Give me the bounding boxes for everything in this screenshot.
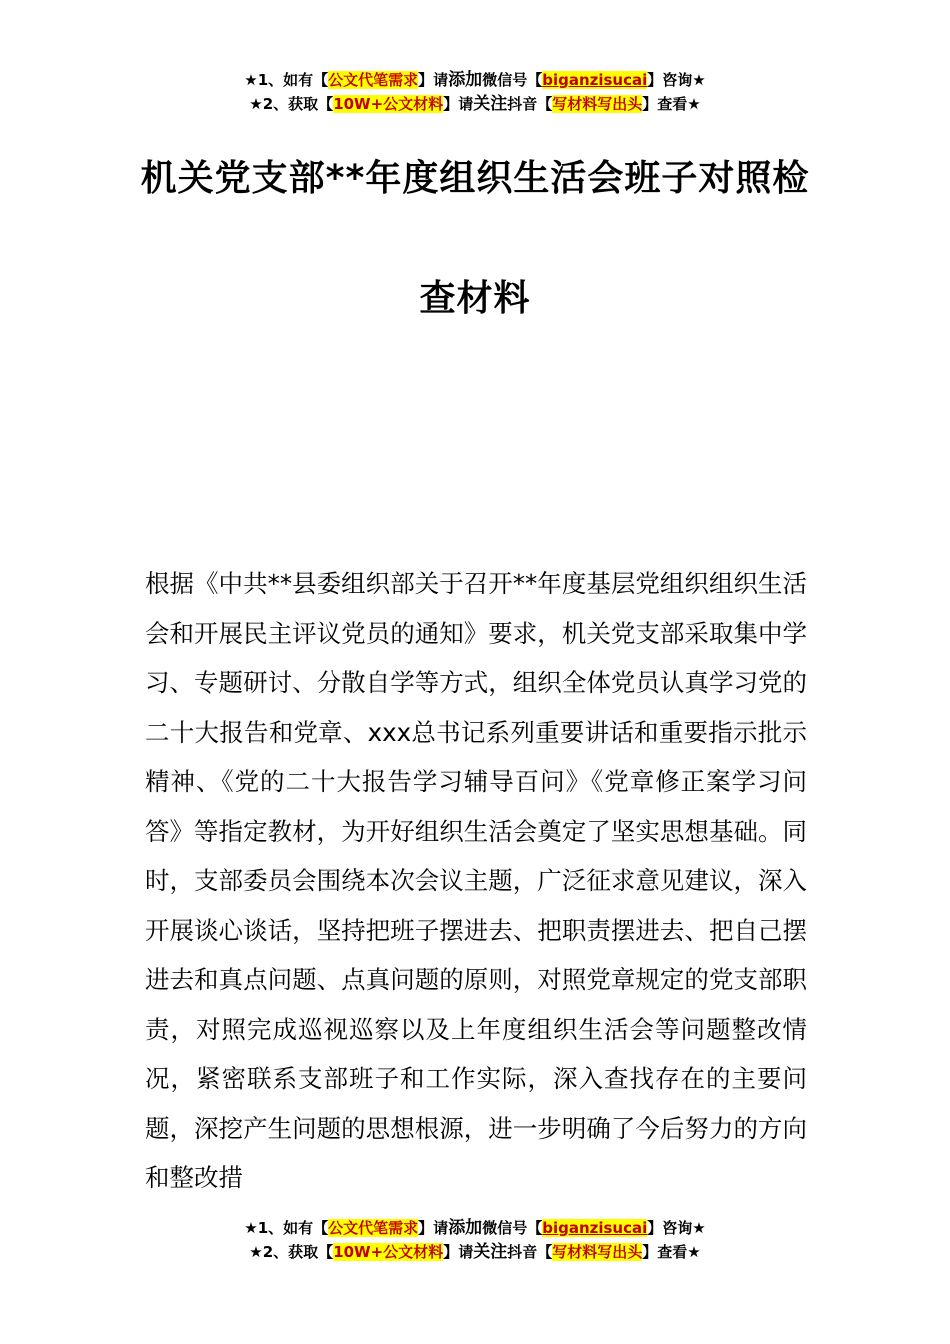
materials-highlight: 10W+公文材料 — [333, 95, 444, 113]
header-banner — [0, 68, 950, 116]
douyin-id: 写材料写出头 — [552, 1243, 643, 1261]
service-highlight: 公文代笔需求 — [328, 71, 419, 89]
wechat-id: biganzisucai — [542, 71, 648, 89]
document-title-line-2: 查材料 — [419, 278, 531, 319]
footer-banner — [0, 1216, 950, 1264]
banner-line-2: ★2、获取【10W+公文材料】请关注抖音【写材料写出头】查看★ — [249, 94, 701, 114]
document-title-line-1: 机关党支部**年度组织生活会班子对照检 — [140, 158, 810, 199]
materials-highlight: 10W+公文材料 — [333, 1243, 444, 1261]
wechat-id: biganzisucai — [542, 1219, 648, 1237]
banner-line-2: ★2、获取【10W+公文材料】请关注抖音【写材料写出头】查看★ — [249, 1242, 701, 1262]
banner-line-1: ★1、如有【公文代笔需求】请添加微信号【biganzisucai】咨询★ — [244, 1218, 706, 1238]
douyin-id: 写材料写出头 — [552, 95, 643, 113]
body-paragraph: 根据《中共**县委组织部关于召开**年度基层党组织组织生活会和开展民主评议党员的通知》要求，机关党支部采取集中学习、专题研讨、分散自学等方式，组织全体党员认真学习党的二十大报告和党章、xxx总书记系列重要讲话和重要指示批示精神、《党的二十大报告学习辅导百问》《党章修正案学习问答》等指定教材，为开好组织生活会奠定了坚实思想基础。同时，支部委员会围绕本次会议主题，广泛征求意见建议，深入开展谈心谈话，坚持把班子摆进去、把职责摆进去、把自己摆进去和真点问题、点真问题的原则，对照党章规定的党支部职责，对照完成巡视巡察以及上年度组织生活会等问题整改情况，紧密联系支部班子和工作实际，深入查找存在的主要问题，深挖产生问题的思想根源，进一步明确了今后努力的方向和整改措 — [145, 569, 807, 1192]
banner-line-1: ★1、如有【公文代笔需求】请添加微信号【biganzisucai】咨询★ — [244, 70, 706, 90]
service-highlight: 公文代笔需求 — [328, 1219, 419, 1237]
